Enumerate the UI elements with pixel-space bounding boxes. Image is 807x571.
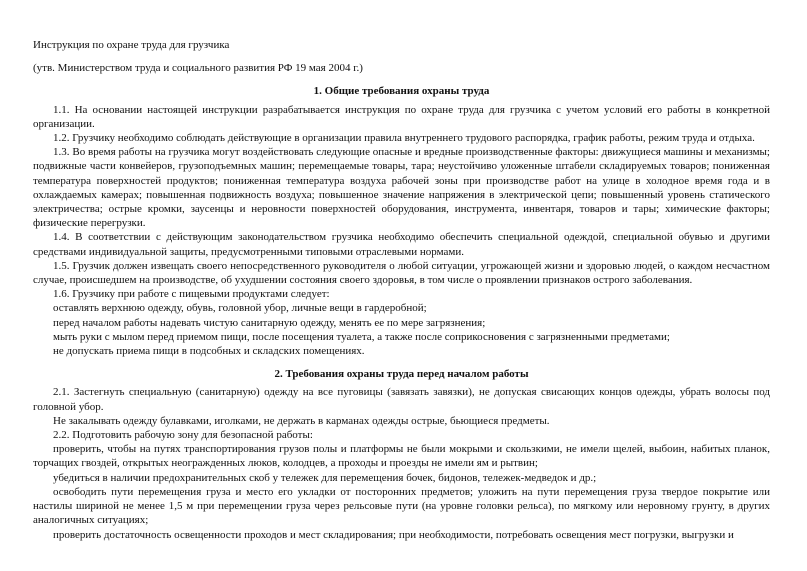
- paragraph-1-4: 1.4. В соответствии с действующим законодательством грузчика необходимо обеспечить специальной одеждой, специальной обувью и другими средствами индивидуальной защиты, предусмотренными типовыми отраслевыми нормами.: [33, 231, 770, 258]
- list-item: перед началом работы надевать чистую санитарную одежду, менять ее по мере загрязнения;: [53, 316, 486, 329]
- document-title: Инструкция по охране труда для грузчика: [33, 39, 230, 51]
- approval-note: (утв. Министерством труда и социального развития РФ 19 мая 2004 г.): [33, 62, 363, 75]
- list-item: проверить достаточность освещенности проходов и мест складирования; при необходимости, потребовать освещения мест погрузки, выгрузки и: [53, 528, 734, 541]
- paragraph-1-3: 1.3. Во время работы на грузчика могут воздействовать следующие опасные и вредные производственные факторы: движущиеся машины и механизмы; подвижные части конвейеров, грузоподъемных машин; перемещаемые товары, тара; неустойчиво уложенные штабели складируемых товаров; пониженная температура поверхностей продуктов; пониженная температура воздуха рабочей зоны при производстве работ на улице в холодное время года и в охлаждаемых камерах; повышенная подвижность воздуха; повышенное значение напряжения в электрической цепи; повышенный уровень статического электричества; острые кромки, заусенцы и неровности поверхностей оборудования, инструмента, инвентаря, товаров и тары; химические факторы; физические перегрузки.: [33, 146, 770, 230]
- paragraph-2-2: 2.2. Подготовить рабочую зону для безопасной работы:: [53, 429, 313, 442]
- section-before-work-requirements: [33, 367, 770, 541]
- section-general-requirements: [33, 84, 770, 358]
- list-item: убедиться в наличии предохранительных скоб у тележек для перемещения бочек, бидонов, тележек-медведок и др.;: [53, 471, 597, 484]
- list-item: мыть руки с мылом перед приемом пищи, после посещения туалета, а также после соприкосновения с загрязненными предметами;: [53, 330, 670, 343]
- list-item: оставлять верхнюю одежду, обувь, головной убор, личные вещи в гардеробной;: [53, 302, 427, 315]
- paragraph-1-1: 1.1. На основании настоящей инструкции разрабатывается инструкция по охране труда для грузчика с учетом условий его работы в конкретной организации.: [33, 103, 770, 130]
- paragraph-2-1: 2.1. Застегнуть специальную (санитарную) одежду на все пуговицы (завязать завязки), не допуская свисающих концов одежды, убрать волосы под головной убор.: [33, 386, 770, 413]
- list-item: не допускать приема пищи в подсобных и складских помещениях.: [53, 345, 365, 358]
- list-item: освободить пути перемещения груза и место его укладки от посторонних предметов; уложить на пути перемещения груза твердое покрытие или настилы шириной не менее 1,5 м при перемещении груза через рельсовые пути (на уровне головки рельса), по мягкому или неровному грунту, в других аналогичных ситуациях;: [33, 485, 770, 527]
- list-item: Не закалывать одежду булавками, иголками, не держать в карманах одежды острые, бьющиеся предметы.: [53, 414, 550, 427]
- document-page: [33, 38, 770, 542]
- paragraph-1-6: 1.6. Грузчику при работе с пищевыми продуктами следует:: [53, 288, 330, 301]
- paragraph-1-2: 1.2. Грузчику необходимо соблюдать действующие в организации правила внутреннего трудового распорядка, график работы, режим труда и отдыха.: [53, 132, 755, 145]
- paragraph-1-5: 1.5. Грузчик должен извещать своего непосредственного руководителя о любой ситуации, угрожающей жизни и здоровью людей, о каждом несчастном случае, происшедшем на производстве, об ухудшении состояния своего здоровья, в том числе о проявлении признаков острого заболевания.: [33, 259, 770, 287]
- list-item: проверить, чтобы на путях транспортирования грузов полы и платформы не были мокрыми и скользкими, не имели щелей, выбоин, набитых планок, торчащих гвоздей, открытых неогражденных люков, колодцев, а проходы и проезды не имели ям и рытвин;: [33, 443, 770, 470]
- section-heading: 1. Общие требования охраны труда: [313, 85, 490, 98]
- section-heading: 2. Требования охраны труда перед началом работы: [274, 368, 529, 381]
